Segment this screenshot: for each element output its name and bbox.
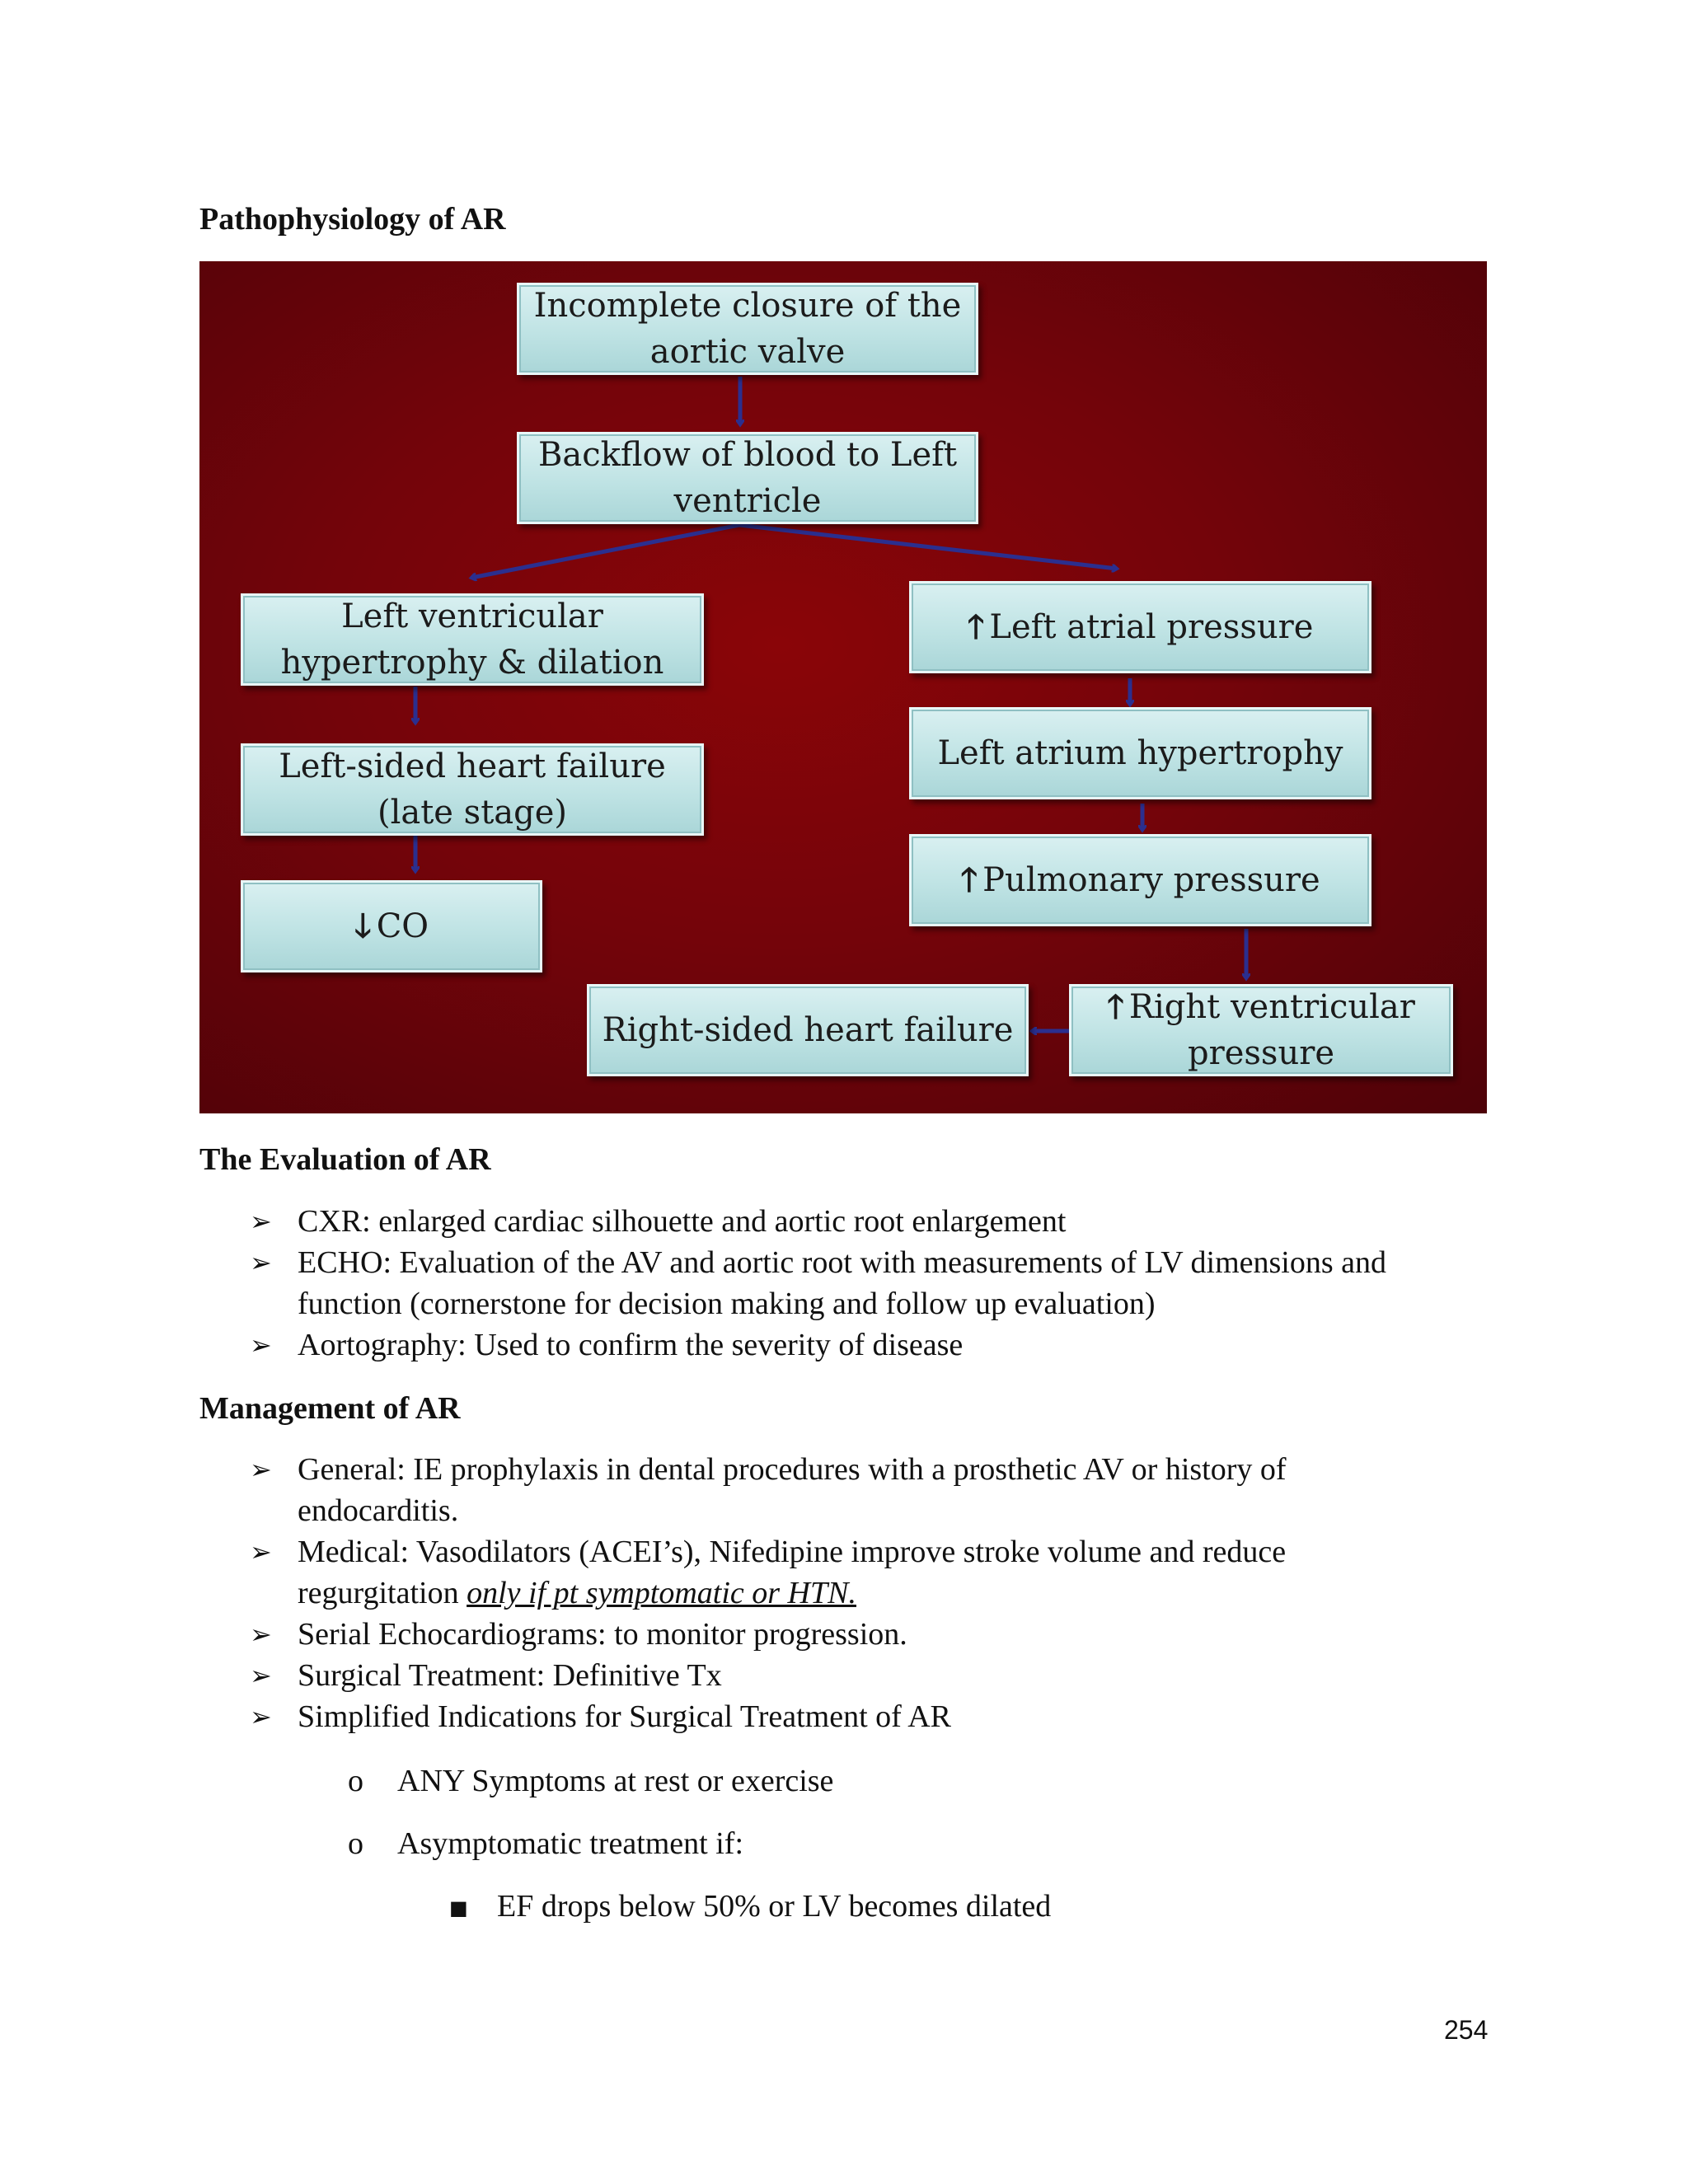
circle-bullet-icon: o: [348, 1826, 363, 1861]
up-arrow-icon: 🡑: [967, 607, 985, 646]
list-item: o Asymptomatic treatment if:: [397, 1823, 1576, 1864]
box-left-atrium-hypertrophy: Left atrium hypertrophy: [909, 707, 1372, 799]
arrow-bullet-icon: ➢: [250, 1247, 272, 1278]
emphasis-text: only if pt symptomatic or HTN.: [467, 1576, 856, 1610]
down-arrow-icon: 🡓: [354, 907, 372, 945]
arrow-bullet-icon: ➢: [250, 1701, 272, 1732]
box-pulmonary-pressure: 🡑 Pulmonary pressure: [909, 834, 1372, 926]
box-backflow: Backflow of blood to Left ventricle: [517, 432, 978, 524]
list-item: ➢ Medical: Vasodilators (ACEI’s), Nifedipine improve stroke volume and reduce regurgitation only if pt symptomatic or HTN.: [298, 1531, 1394, 1614]
box-cardiac-output: 🡓 CO: [241, 880, 542, 972]
arrow-bullet-icon: ➢: [250, 1536, 272, 1568]
section-heading-evaluation: The Evaluation of AR: [199, 1142, 491, 1177]
arrow-bullet-icon: ➢: [250, 1454, 272, 1485]
list-item: ➢ General: IE prophylaxis in dental procedures with a prosthetic AV or history of endocarditis.: [298, 1449, 1386, 1531]
box-right-heart-failure: Right-sided heart failure: [587, 984, 1029, 1076]
list-item: ➢ Simplified Indications for Surgical Treatment of AR: [298, 1696, 1476, 1737]
arrow-bullet-icon: ➢: [250, 1619, 272, 1650]
list-item: ➢ CXR: enlarged cardiac silhouette and aortic root enlargement: [298, 1201, 1476, 1242]
box-left-atrial-pressure: 🡑 Left atrial pressure: [909, 581, 1372, 673]
box-incomplete-closure: Incomplete closure of the aortic valve: [517, 283, 978, 375]
box-left-heart-failure: Left-sided heart failure (late stage): [241, 743, 704, 836]
box-rv-pressure: 🡑 Right ventricular pressure: [1069, 984, 1453, 1076]
list-item: o ANY Symptoms at rest or exercise: [397, 1760, 1576, 1802]
arrow-bullet-icon: ➢: [250, 1206, 272, 1237]
list-item: ■ EF drops below 50% or LV becomes dilated: [497, 1886, 1676, 1927]
box-lv-hypertrophy: Left ventricular hypertrophy & dilation: [241, 593, 704, 686]
page-number: 254: [1444, 2015, 1489, 2045]
list-item: ➢ Surgical Treatment: Definitive Tx: [298, 1655, 1476, 1696]
circle-bullet-icon: o: [348, 1764, 363, 1798]
square-bullet-icon: ■: [449, 1896, 468, 1919]
pathophysiology-flowchart: [199, 261, 1487, 1113]
arrow-backflow-to-lap: [739, 525, 1117, 569]
arrow-backflow-to-lvh: [471, 525, 739, 578]
page-title: Pathophysiology of AR: [199, 202, 506, 237]
section-heading-management: Management of AR: [199, 1391, 461, 1426]
up-arrow-icon: 🡑: [1107, 987, 1124, 1026]
arrow-bullet-icon: ➢: [250, 1329, 272, 1361]
list-item: ➢ ECHO: Evaluation of the AV and aortic root with measurements of LV dimensions and function (cornerstone for decision making and follow up evaluation): [298, 1242, 1476, 1324]
list-item: ➢ Aortography: Used to confirm the severity of disease: [298, 1324, 1476, 1366]
up-arrow-icon: 🡑: [960, 860, 978, 899]
arrow-bullet-icon: ➢: [250, 1660, 272, 1691]
list-item: ➢ Serial Echocardiograms: to monitor progression.: [298, 1614, 1476, 1655]
